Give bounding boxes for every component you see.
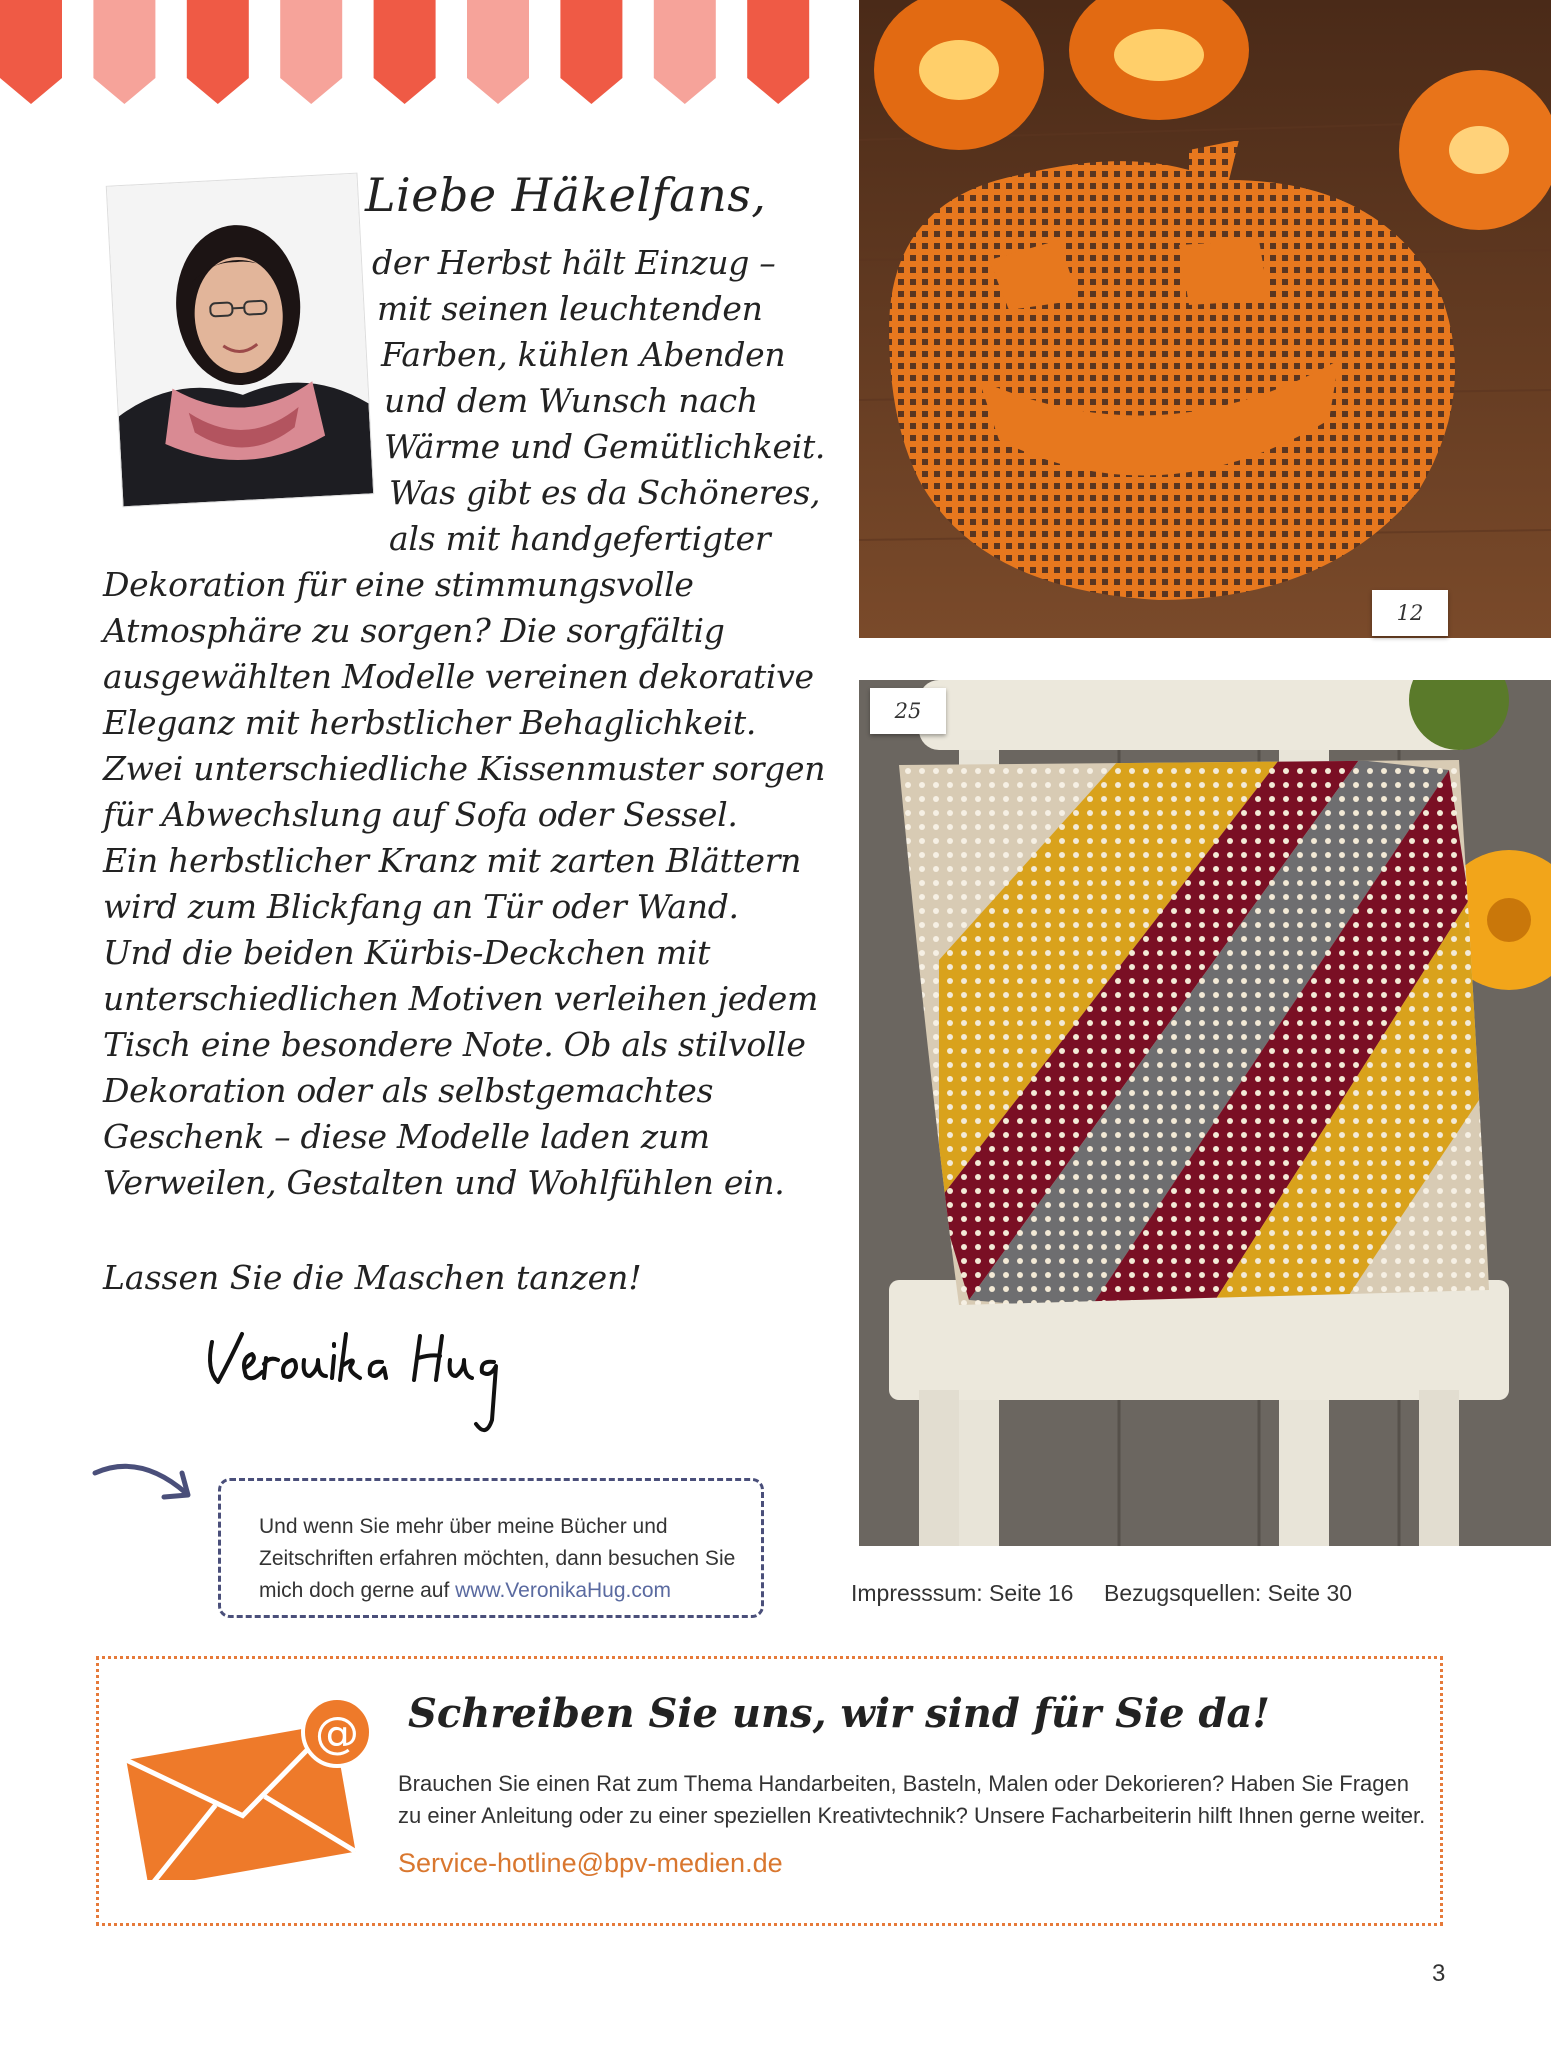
info-line-2: Zeitschriften erfahren möchten, dann besuchen Sie [259,1547,736,1570]
bezugsquellen-reference: Bezugsquellen: Seite 30 [1104,1580,1353,1606]
pennant [374,0,436,104]
letter-line: ausgewählten Modelle vereinen dekorative [103,657,814,696]
service-text-line-1: Brauchen Sie einen Rat zum Thema Handarbeiten, Basteln, Malen oder Dekorieren? Haben Sie Fragen [398,1771,1409,1796]
letter-line: unterschiedlichen Motiven verleihen jedem [103,979,818,1018]
info-line-3-prefix: mich doch gerne auf [259,1579,456,1602]
service-text-line-2: zu einer Anleitung oder zu einer speziellen Kreativtechnik? Unsere Facharbeiterin hilft Ihnen gerne weiter. [398,1803,1426,1828]
letter-line: Farben, kühlen Abenden [381,335,786,374]
pennant [280,0,342,104]
info-line-1: Und wenn Sie mehr über meine Bücher und [259,1515,668,1538]
arrow-icon [90,1455,200,1515]
service-email-link[interactable]: Service-hotline@bpv-medien.de [398,1848,783,1878]
email-envelope-icon [125,1690,375,1880]
letter-line: der Herbst hält Einzug – [372,243,776,282]
letter-line: Ein herbstlicher Kranz mit zarten Blättern [103,841,802,880]
letter-line: Tisch eine besondere Note. Ob als stilvolle [103,1025,806,1064]
letter-line: mit seinen leuchtenden [377,289,763,328]
letter-line: Dekoration für eine stimmungsvolle [103,565,694,604]
pennant [93,0,155,104]
letter-line: und dem Wunsch nach [384,381,758,420]
letter-closing: Lassen Sie die Maschen tanzen! [103,1258,642,1297]
service-description [398,1768,1425,1832]
letter-line: wird zum Blickfang an Tür oder Wand. [103,887,739,926]
letter-line: Wärme und Gemütlichkeit. [384,427,826,466]
service-title: Schreiben Sie uns, wir sind für Sie da! [408,1690,1270,1737]
letter-line: Verweilen, Gestalten und Wohlfühlen ein. [103,1163,785,1202]
pennant [654,0,716,104]
letter-line: Zwei unterschiedliche Kissenmuster sorgen [103,749,826,788]
letter-line: Was gibt es da Schöneres, [389,473,821,512]
pennant [467,0,529,104]
cushion-photo[interactable] [859,680,1551,1546]
page-ref-badge-bottom: 25 [870,688,946,734]
letter-line: Eleganz mit herbstlicher Behaglichkeit. [103,703,757,742]
page-number: 3 [1432,1960,1446,1987]
letter-line: Atmosphäre zu sorgen? Die sorgfältig [103,611,725,650]
pennant-garland [0,0,830,110]
pennant [747,0,809,104]
pennant [187,0,249,104]
at-symbol: @ [315,1708,359,1759]
website-info-box [218,1478,764,1618]
signature [200,1320,560,1450]
info-line-3 [259,1575,741,1607]
letter-line: Dekoration oder als selbstgemachtes [103,1071,714,1110]
pennant [560,0,622,104]
pennant [0,0,62,104]
pumpkin-doily-photo[interactable] [859,0,1551,638]
letter-greeting: Liebe Häkelfans, [365,168,767,222]
letter-line: für Abwechslung auf Sofa oder Sessel. [103,795,738,834]
page-ref-badge-top: 12 [1372,590,1448,636]
website-link[interactable]: www.VeronikaHug.com [455,1579,672,1602]
letter-line: als mit handgefertigter [389,519,771,558]
author-photo [107,174,373,507]
letter-line: Geschenk – diese Modelle laden zum [103,1117,710,1156]
letter-line: Und die beiden Kürbis-Deckchen mit [103,933,711,972]
impressum-reference: Impresssum: Seite 16 [851,1580,1074,1606]
